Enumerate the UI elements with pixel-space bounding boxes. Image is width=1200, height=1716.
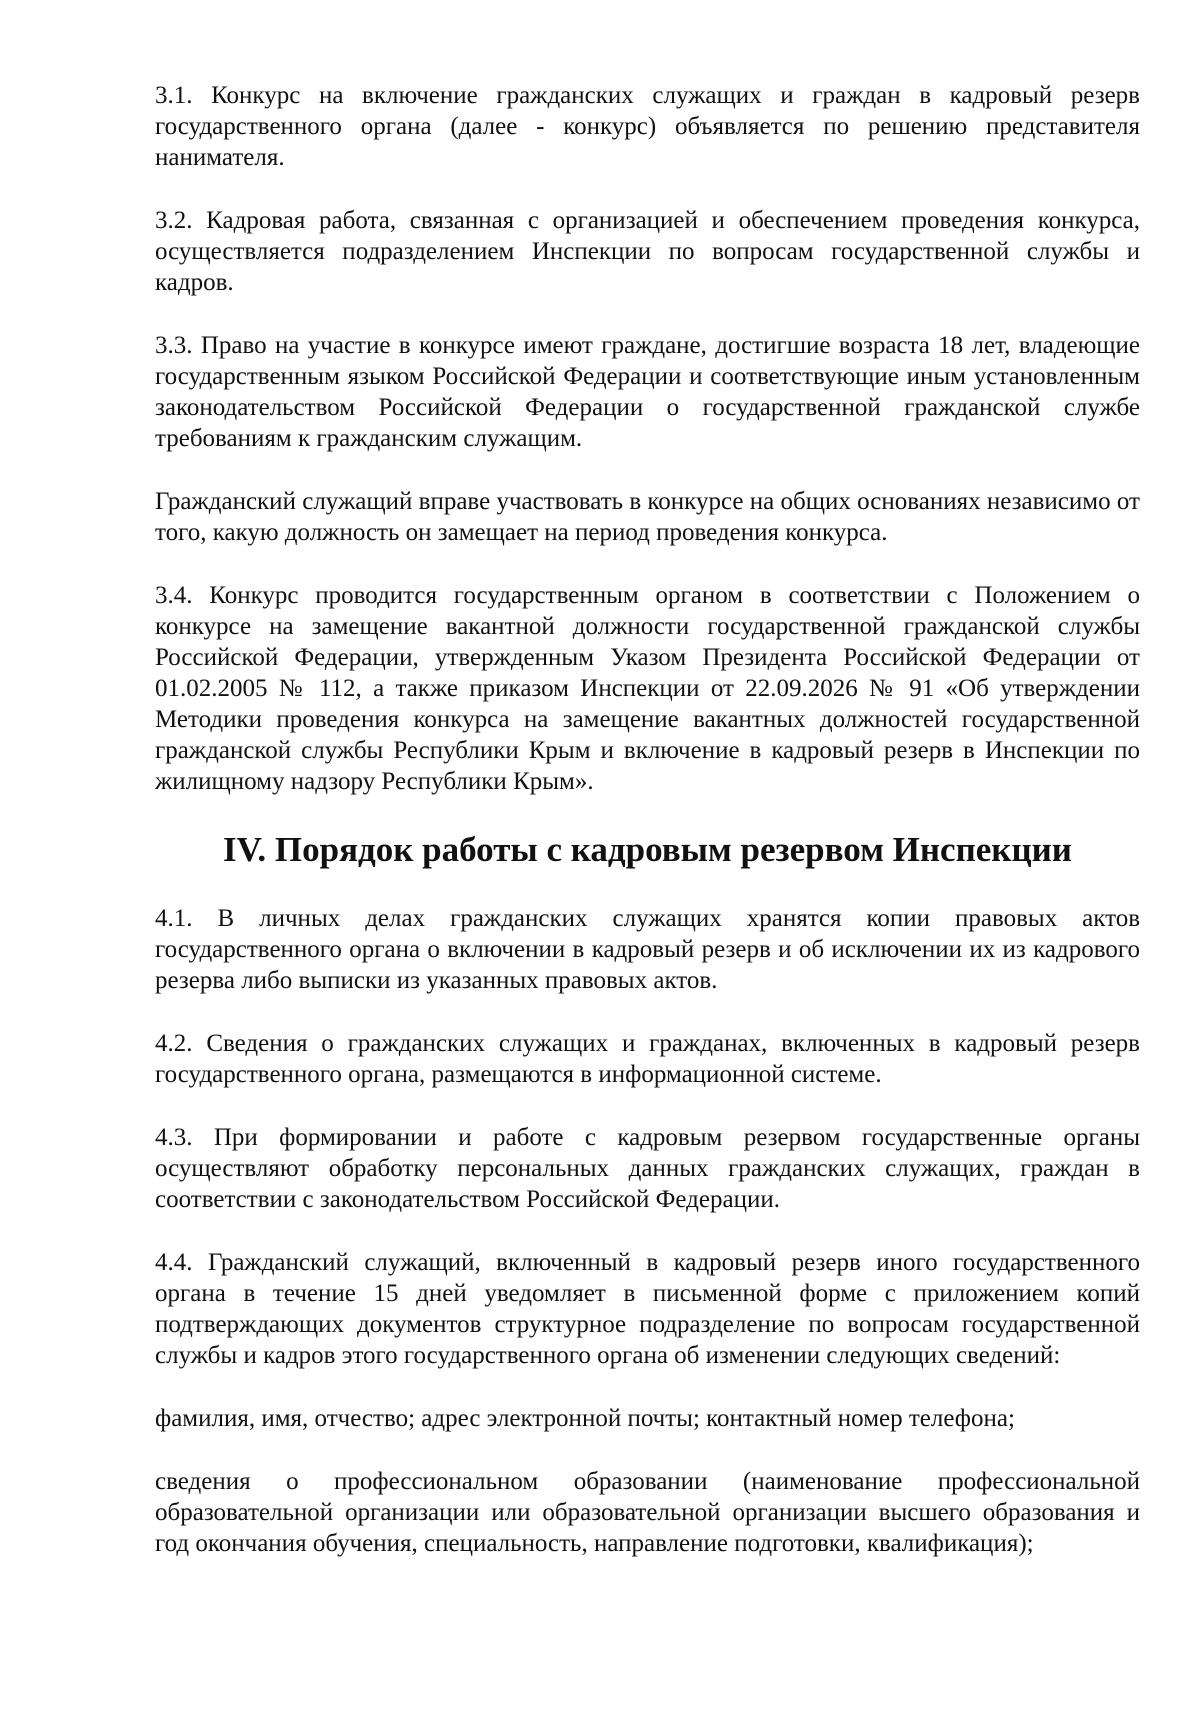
paragraph-3-1: 3.1. Конкурс на включение гражданских служащих и граждан в кадровый резерв государственного органа (далее - конкурс) объявляется по решению представителя нанимателя.: [155, 82, 1140, 171]
paragraph-3-2: 3.2. Кадровая работа, связанная с организацией и обеспечением проведения конкурса, осуществляется подразделением Инспекции по вопросам государственной службы и кадров.: [155, 207, 1140, 296]
paragraph-3-3-continued: Гражданский служащий вправе участвовать в конкурсе на общих основаниях независимо от того, какую должность он замещает на период проведения конкурса.: [155, 488, 1140, 546]
paragraph-4-3: 4.3. При формировании и работе с кадровым резервом государственные органы осуществляют обработку персональных данных гражданских служащих, граждан в соответствии с законодательством Российской Федерации.: [155, 1124, 1140, 1213]
paragraph-4-1: 4.1. В личных делах гражданских служащих хранятся копии правовых актов государственного органа о включении в кадровый резерв и об исключении их из кадрового резерва либо выписки из указанных правовых актов.: [155, 905, 1140, 994]
paragraph-4-4: 4.4. Гражданский служащий, включенный в кадровый резерв иного государственного органа в течение 15 дней уведомляет в письменной форме с приложением копий подтверждающих документов структурное подразделение по вопросам государственной службы и кадров этого государственного органа об изменении следующих сведений:: [155, 1249, 1140, 1369]
section-heading: IV. Порядок работы с кадровым резервом Инспекции: [223, 830, 1072, 869]
paragraph-4-2: 4.2. Сведения о гражданских служащих и гражданах, включенных в кадровый резерв государственного органа, размещаются в информационной системе.: [155, 1030, 1140, 1088]
paragraph-3-4: 3.4. Конкурс проводится государственным органом в соответствии с Положением о конкурсе на замещение вакантной должности государственной гражданской службы Российской Федерации, утвержденным Указом Президента Российской Федерации от 01.02.2005 № 112, а также приказом Инспекции от 22.09.2026 № 91 «Об утверждении Методики проведения конкурса на замещение вакантных должностей государственной гражданской службы Республики Крым и включение в кадровый резерв в Инспекции по жилищному надзору Республики Крым».: [155, 582, 1140, 795]
list-item-personal-data: фамилия, имя, отчество; адрес электронной почты; контактный номер телефона;: [155, 1405, 1015, 1432]
paragraph-3-3: 3.3. Право на участие в конкурсе имеют граждане, достигшие возраста 18 лет, владеющие государственным языком Российской Федерации и соответствующие иным установленным законодательством Российской Федерации о государственной гражданской службе требованиям к гражданским служащим.: [155, 332, 1140, 452]
list-item-education: сведения о профессиональном образовании (наименование профессиональной образовательной организации или образовательной организации высшего образования и год окончания обучения, специальность, направление подготовки, квалификация);: [155, 1468, 1140, 1557]
document-page: [155, 80, 1140, 1591]
